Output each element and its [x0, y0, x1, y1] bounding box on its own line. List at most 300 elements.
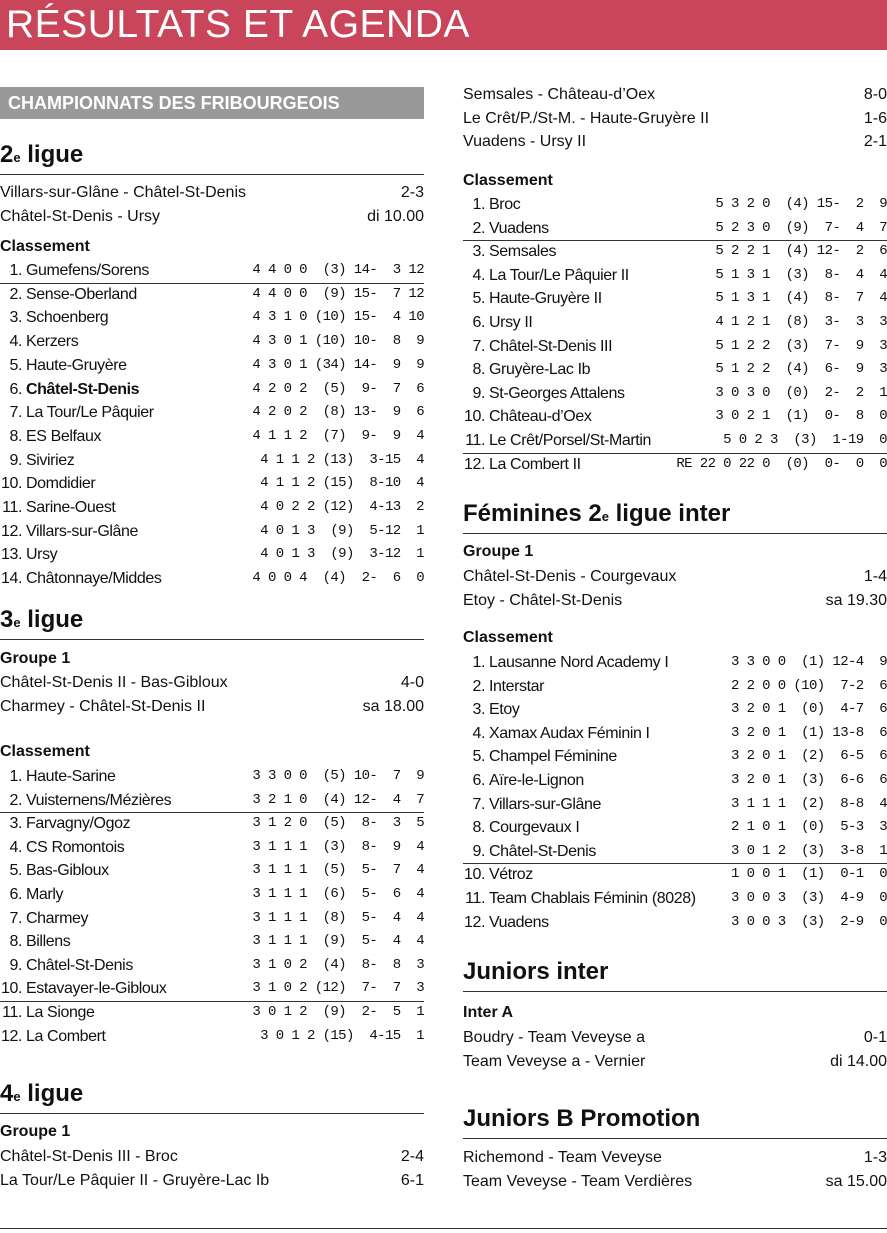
- team-name: Aïre-le-Lignon: [489, 772, 584, 789]
- table-row: [0, 907, 424, 931]
- group-label: Groupe 1: [0, 650, 71, 667]
- stats-cell: 3 1 2 0 (5) 8- 3 5: [252, 815, 424, 832]
- team-cell: [463, 287, 602, 311]
- team-cell: [463, 769, 584, 793]
- rank: 6.: [472, 772, 485, 789]
- team-cell: [0, 378, 139, 402]
- team-cell: [463, 863, 533, 887]
- team-name: Lausanne Nord Academy I: [489, 654, 669, 671]
- team-name: Haute-Gruyère: [26, 356, 127, 374]
- rank: 5.: [472, 748, 485, 766]
- team-cell: [0, 306, 108, 330]
- stats-cell: 4 2 0 2 (8) 13- 9 6: [252, 404, 424, 421]
- rank: 6.: [9, 380, 22, 398]
- team-name: Courgevaux I: [489, 819, 580, 837]
- stats-cell: 4 1 2 1 (8) 3- 3 3: [715, 314, 887, 330]
- match-result: 8-0: [863, 86, 887, 103]
- stats-cell: 3 0 3 0 (0) 2- 2 1: [715, 384, 887, 401]
- team-name: St-Georges Attalens: [489, 384, 625, 402]
- team-name: Team Chablais Féminin (8028): [489, 890, 696, 907]
- match-row: [0, 1145, 424, 1168]
- rank: 9.: [9, 956, 22, 974]
- team-name: Vétroz: [489, 866, 533, 884]
- team-name: La Tour/Le Pâquier II: [489, 266, 629, 284]
- match-teams: Richemond - Team Veveyse: [463, 1149, 662, 1166]
- stats-cell: 5 1 2 2 (3) 7- 9 3: [715, 337, 887, 354]
- team-cell: [463, 745, 617, 769]
- table-row: [463, 382, 887, 406]
- team-name: Sense-Oberland: [26, 285, 137, 303]
- team-name: Xamax Audax Féminin I: [489, 724, 650, 742]
- team-name: Billens: [26, 933, 71, 951]
- match-row: [0, 695, 424, 718]
- team-name: La Tour/Le Pâquier: [26, 404, 154, 422]
- match-result: 1-3: [863, 1149, 887, 1166]
- match-teams: Villars-sur-Glâne - Châtel-St-Denis: [0, 184, 246, 201]
- classement-label: Classement: [463, 629, 553, 646]
- team-name: ES Belfaux: [26, 427, 102, 445]
- rank: 4.: [9, 838, 22, 856]
- stats-cell: 5 2 3 0 (9) 7- 4 7: [715, 219, 887, 236]
- rank: 8.: [9, 427, 22, 445]
- table-row: [463, 793, 887, 817]
- team-cell: [0, 496, 115, 520]
- match-row: [0, 205, 424, 228]
- match-row: [463, 1146, 887, 1169]
- team-name: Farvagny/Ogoz: [26, 815, 131, 833]
- rank: 11.: [465, 432, 485, 449]
- rank: 8.: [472, 361, 485, 379]
- table-row: [0, 567, 424, 591]
- rank: 14.: [0, 570, 22, 588]
- rank: 3.: [9, 815, 22, 833]
- stats-cell: 3 1 1 1 (8) 5- 4 4: [252, 909, 424, 926]
- match-result: 1-6: [863, 109, 887, 127]
- team-cell: [463, 358, 590, 382]
- team-cell: [463, 217, 549, 241]
- stats-cell: RE 22 0 22 0 (0) 0- 0 0: [676, 455, 887, 472]
- team-cell: [463, 793, 601, 817]
- table-row: [0, 520, 424, 544]
- team-name: Siviriez: [26, 451, 75, 469]
- team-cell: [0, 354, 127, 378]
- team-name: Schoenberg: [26, 309, 109, 327]
- team-cell: [0, 567, 162, 591]
- rank: 6.: [9, 886, 22, 903]
- table-row: [0, 789, 424, 814]
- team-cell: [463, 453, 581, 477]
- team-cell: [463, 240, 556, 264]
- team-cell: [463, 840, 596, 864]
- team-name: Marly: [26, 886, 64, 903]
- table-row: [463, 217, 887, 242]
- team-cell: [0, 1001, 94, 1025]
- match-result: sa 18.00: [362, 697, 424, 715]
- table-row: [0, 330, 424, 354]
- team-name: Vuadens: [489, 913, 549, 931]
- stats-cell: 4 0 1 3 (9) 3-12 1: [260, 546, 424, 563]
- match-teams: Vuadens - Ursy II: [463, 133, 587, 150]
- table-row: [463, 698, 887, 722]
- match-teams: Châtel-St-Denis - Ursy: [0, 207, 161, 225]
- stats-cell: 5 0 2 3 (3) 1-19 0: [723, 432, 887, 448]
- team-name: Villars-sur-Glâne: [489, 795, 602, 813]
- table-row: [0, 496, 424, 520]
- stats-cell: 3 1 1 1 (5) 5- 7 4: [252, 862, 424, 879]
- team-cell: [463, 675, 544, 699]
- team-cell: [463, 722, 650, 746]
- table-row: [463, 769, 887, 793]
- team-name: Châtel-St-Denis: [26, 380, 140, 398]
- match-row: [463, 589, 887, 612]
- team-name: Châtel-St-Denis: [26, 956, 133, 974]
- team-cell: [463, 382, 625, 406]
- team-name: Vuisternens/Mézières: [26, 791, 172, 809]
- table-row: [463, 453, 887, 477]
- rank: 8.: [472, 819, 485, 837]
- team-name: Ursy: [26, 546, 58, 564]
- rank: 5.: [9, 356, 22, 374]
- table-row: [463, 193, 887, 217]
- table-row: [0, 930, 424, 954]
- stats-cell: 3 1 1 1 (6) 5- 6 4: [252, 886, 424, 902]
- table-row: [463, 240, 887, 264]
- team-name: Villars-sur-Glâne: [26, 522, 139, 540]
- team-name: Châtonnaye/Middes: [26, 570, 162, 588]
- team-cell: [0, 259, 149, 283]
- match-row: [463, 1050, 887, 1073]
- team-cell: [0, 520, 138, 544]
- group-label: Groupe 1: [0, 1123, 71, 1140]
- rank: 1.: [9, 768, 22, 785]
- rank: 6.: [472, 314, 485, 331]
- table-row: [463, 405, 887, 429]
- match-teams: Châtel-St-Denis - Courgevaux: [463, 568, 677, 585]
- team-cell: [0, 449, 74, 473]
- match-result: 2-1: [863, 133, 887, 150]
- stats-cell: 3 2 0 1 (1) 13-8 6: [730, 724, 887, 741]
- team-cell: [0, 883, 63, 907]
- stats-cell: 4 0 1 3 (9) 5-12 1: [260, 522, 424, 539]
- team-cell: [0, 859, 109, 883]
- rank: 7.: [9, 909, 22, 927]
- stats-cell: 5 1 2 2 (4) 6- 9 3: [715, 361, 887, 378]
- rank: 12.: [0, 1027, 22, 1045]
- team-name: Châtel-St-Denis III: [489, 337, 613, 355]
- table-row: [0, 883, 424, 907]
- match-teams: Team Veveyse a - Vernier: [463, 1052, 646, 1070]
- rank: 12.: [463, 913, 485, 931]
- team-cell: [0, 543, 57, 567]
- match-row: [463, 565, 887, 588]
- stats-cell: 3 1 1 1 (9) 5- 4 4: [252, 933, 424, 950]
- stats-cell: 5 1 3 1 (3) 8- 4 4: [715, 266, 887, 283]
- stats-cell: 4 3 0 1 (34) 14- 9 9: [252, 356, 424, 373]
- team-cell: [0, 836, 124, 860]
- stats-cell: 3 0 1 2 (3) 3-8 1: [730, 842, 887, 859]
- table-row: [0, 354, 424, 378]
- match-row: [463, 1170, 887, 1193]
- team-name: Champel Féminine: [489, 748, 617, 766]
- rank: 4.: [472, 724, 485, 742]
- team-name: Charmey: [26, 909, 89, 927]
- rank: 2.: [472, 219, 485, 237]
- table-row: [0, 259, 424, 284]
- stats-cell: 2 1 0 1 (0) 5-3 3: [730, 819, 887, 836]
- match-teams: Etoy - Châtel-St-Denis: [463, 591, 623, 609]
- table-row: [463, 287, 887, 311]
- team-cell: [463, 887, 696, 911]
- team-cell: [463, 911, 549, 935]
- table-row: [0, 472, 424, 496]
- group-label: Inter A: [463, 1004, 514, 1021]
- table-row: [463, 722, 887, 746]
- rank: 2.: [9, 285, 22, 303]
- right-column: [463, 0, 887, 1233]
- team-name: Gruyère-Lac Ib: [489, 361, 591, 379]
- team-cell: [0, 401, 154, 425]
- rank: 11.: [465, 890, 485, 907]
- rank: 12.: [0, 522, 22, 540]
- stats-cell: 3 1 0 2 (4) 8- 8 3: [252, 956, 424, 973]
- table-row: [0, 401, 424, 425]
- team-name: Haute-Gruyère II: [489, 290, 602, 308]
- rank: 10.: [463, 866, 485, 884]
- team-name: Ursy II: [489, 314, 533, 331]
- match-row: [0, 1169, 424, 1192]
- stats-cell: 4 1 1 2 (15) 8-10 4: [260, 475, 424, 492]
- table-row: [0, 283, 424, 307]
- match-row: [463, 130, 887, 153]
- table-row: [463, 840, 887, 865]
- classement-label: Classement: [0, 743, 90, 760]
- rank: 2.: [472, 677, 485, 695]
- rank: 11.: [2, 1004, 22, 1021]
- table-row: [463, 264, 887, 288]
- rank: 7.: [472, 337, 485, 355]
- match-teams: Charmey - Châtel-St-Denis II: [0, 697, 206, 715]
- match-result: 2-3: [400, 184, 424, 201]
- team-cell: [0, 977, 167, 1001]
- team-cell: [0, 1025, 106, 1049]
- stats-cell: 2 2 0 0 (10) 7-2 6: [730, 677, 887, 694]
- stats-cell: 3 2 0 1 (2) 6-5 6: [730, 748, 887, 765]
- team-name: Sarine-Ouest: [26, 499, 116, 516]
- team-cell: [463, 816, 579, 840]
- rank: 10.: [0, 980, 22, 998]
- team-cell: [0, 907, 88, 931]
- stats-cell: 4 3 0 1 (10) 10- 8 9: [252, 333, 424, 350]
- section-title-juniors-b: Juniors B Promotion: [463, 1104, 887, 1139]
- team-cell: [463, 193, 520, 217]
- rank: 5.: [9, 862, 22, 880]
- team-name: Le Crêt/Porsel/St-Martin: [489, 432, 652, 449]
- team-cell: [0, 765, 115, 789]
- table-row: [463, 675, 887, 699]
- match-result: 6-1: [400, 1171, 424, 1189]
- match-teams: Semsales - Château-d’Oex: [463, 86, 656, 103]
- team-cell: [0, 789, 171, 813]
- team-name: Domdidier: [26, 475, 96, 493]
- classement-label: Classement: [0, 238, 90, 255]
- stats-cell: 3 1 1 1 (3) 8- 9 4: [252, 838, 424, 855]
- stats-cell: 4 4 0 0 (9) 15- 7 12: [252, 285, 424, 302]
- team-cell: [463, 264, 629, 288]
- team-cell: [463, 429, 651, 453]
- match-teams: Le Crêt/P./St-M. - Haute-Gruyère II: [463, 109, 710, 127]
- table-row: [0, 449, 424, 473]
- match-teams: La Tour/Le Pâquier II - Gruyère-Lac Ib: [0, 1171, 270, 1189]
- stats-cell: 4 0 2 2 (12) 4-13 2: [260, 499, 424, 515]
- stats-cell: 3 0 2 1 (1) 0- 8 0: [715, 408, 887, 425]
- table-row: [0, 306, 424, 330]
- team-cell: [0, 930, 70, 954]
- section-title-juniors-inter: Juniors inter: [463, 957, 887, 992]
- stats-cell: 1 0 0 1 (1) 0-1 0: [730, 866, 887, 883]
- rank: 9.: [472, 842, 485, 860]
- match-result: di 10.00: [367, 207, 424, 225]
- match-teams: Boudry - Team Veveyse a: [463, 1029, 646, 1046]
- rank: 5.: [472, 290, 485, 308]
- rank: 1.: [9, 262, 22, 279]
- table-row: [463, 651, 887, 675]
- section-title-3e-ligue: 3e ligue: [0, 605, 424, 640]
- rank: 4.: [9, 333, 22, 351]
- match-teams: Châtel-St-Denis II - Bas-Gibloux: [0, 674, 228, 691]
- table-row: [463, 429, 887, 454]
- rank: 2.: [9, 791, 22, 809]
- rank: 7.: [9, 404, 22, 422]
- rank: 12.: [463, 455, 485, 473]
- table-row: [0, 425, 424, 449]
- team-cell: [0, 283, 137, 307]
- table-row: [0, 812, 424, 836]
- stats-cell: 3 3 0 0 (5) 10- 7 9: [252, 768, 424, 784]
- table-row: [0, 859, 424, 883]
- team-name: Vuadens: [489, 219, 549, 237]
- stats-cell: 4 1 1 2 (13) 3-15 4: [260, 451, 424, 468]
- team-cell: [463, 311, 532, 335]
- section-title-feminines: Féminines 2e ligue inter: [463, 499, 887, 534]
- team-name: CS Romontois: [26, 838, 125, 856]
- rank: 7.: [472, 795, 485, 813]
- stats-cell: 5 2 2 1 (4) 12- 2 6: [715, 243, 887, 260]
- category-label: CHAMPIONNATS DES FRIBOURGEOIS: [8, 93, 340, 113]
- table-row: [0, 1001, 424, 1025]
- category-header: [0, 87, 424, 119]
- rank: 11.: [2, 499, 22, 516]
- team-cell: [0, 425, 101, 449]
- rank: 1.: [472, 196, 485, 213]
- team-cell: [0, 954, 133, 978]
- table-row: [463, 887, 887, 911]
- group-label: Groupe 1: [463, 543, 534, 560]
- stats-cell: 5 3 2 0 (4) 15- 2 9: [715, 196, 887, 212]
- team-name: La Combert II: [489, 455, 581, 473]
- table-row: [463, 358, 887, 382]
- table-row: [463, 335, 887, 359]
- team-name: La Combert: [26, 1027, 106, 1045]
- match-result: 1-4: [863, 568, 887, 585]
- match-row: [0, 671, 424, 694]
- rank: 3.: [472, 701, 485, 719]
- table-row: [463, 311, 887, 335]
- team-cell: [463, 405, 591, 429]
- section-title-4e-ligue: 4e ligue: [0, 1079, 424, 1114]
- match-teams: Châtel-St-Denis III - Broc: [0, 1148, 178, 1165]
- rank: 9.: [472, 384, 485, 402]
- match-result: 0-1: [863, 1029, 887, 1046]
- stats-cell: 5 1 3 1 (4) 8- 7 4: [715, 290, 887, 307]
- team-name: Châtel-St-Denis: [489, 842, 596, 860]
- team-name: Etoy: [489, 701, 520, 719]
- stats-cell: 3 0 0 3 (3) 2-9 0: [730, 913, 887, 930]
- table-row: [463, 745, 887, 769]
- classement-label: Classement: [463, 172, 553, 189]
- team-name: Haute-Sarine: [26, 768, 116, 785]
- stats-cell: 3 0 1 2 (9) 2- 5 1: [252, 1004, 424, 1020]
- team-name: Kerzers: [26, 333, 79, 351]
- team-name: Semsales: [489, 243, 557, 261]
- match-result: di 14.00: [830, 1052, 887, 1070]
- team-name: Château-d’Oex: [489, 408, 592, 426]
- stats-cell: 3 0 1 2 (15) 4-15 1: [260, 1027, 424, 1044]
- team-name: Bas-Gibloux: [26, 862, 109, 880]
- match-result: sa 19.30: [825, 591, 887, 609]
- team-cell: [463, 698, 519, 722]
- left-column: [0, 0, 424, 1233]
- rank: 3.: [9, 309, 22, 327]
- match-row: [463, 1026, 887, 1049]
- bottom-divider: [0, 1228, 887, 1229]
- rank: 9.: [9, 451, 22, 469]
- rank: 1.: [472, 654, 485, 671]
- stats-cell: 4 0 0 4 (4) 2- 6 0: [252, 570, 424, 587]
- team-cell: [0, 330, 78, 354]
- stats-cell: 3 0 0 3 (3) 4-9 0: [730, 890, 887, 906]
- page-title: RÉSULTATS ET AGENDA: [6, 3, 470, 46]
- table-row: [0, 836, 424, 860]
- section-title-2e-ligue: 2e ligue: [0, 140, 424, 175]
- table-row: [0, 765, 424, 789]
- match-result: 4-0: [400, 674, 424, 691]
- table-row: [0, 1025, 424, 1049]
- match-teams: Team Veveyse - Team Verdières: [463, 1172, 693, 1190]
- table-row: [0, 543, 424, 567]
- rank: 8.: [9, 933, 22, 951]
- rank: 10.: [0, 475, 22, 493]
- team-name: La Sionge: [26, 1004, 95, 1021]
- table-row: [463, 911, 887, 935]
- match-result: sa 15.00: [825, 1172, 887, 1190]
- team-name: Gumefens/Sorens: [26, 262, 149, 279]
- team-cell: [0, 812, 130, 836]
- rank: 13.: [0, 546, 22, 564]
- match-result: 2-4: [400, 1148, 424, 1165]
- rank: 4.: [472, 266, 485, 284]
- match-row: [463, 107, 887, 130]
- stats-cell: 3 3 0 0 (1) 12-4 9: [730, 654, 887, 670]
- stats-cell: 3 2 0 1 (3) 6-6 6: [730, 772, 887, 788]
- stats-cell: 3 2 0 1 (0) 4-7 6: [730, 701, 887, 718]
- stats-cell: 4 2 0 2 (5) 9- 7 6: [252, 380, 424, 397]
- stats-cell: 3 1 0 2 (12) 7- 7 3: [252, 980, 424, 997]
- table-row: [0, 977, 424, 1002]
- team-cell: [0, 472, 95, 496]
- rank: 3.: [472, 243, 485, 261]
- stats-cell: 4 4 0 0 (3) 14- 3 12: [252, 262, 424, 278]
- team-cell: [463, 651, 668, 675]
